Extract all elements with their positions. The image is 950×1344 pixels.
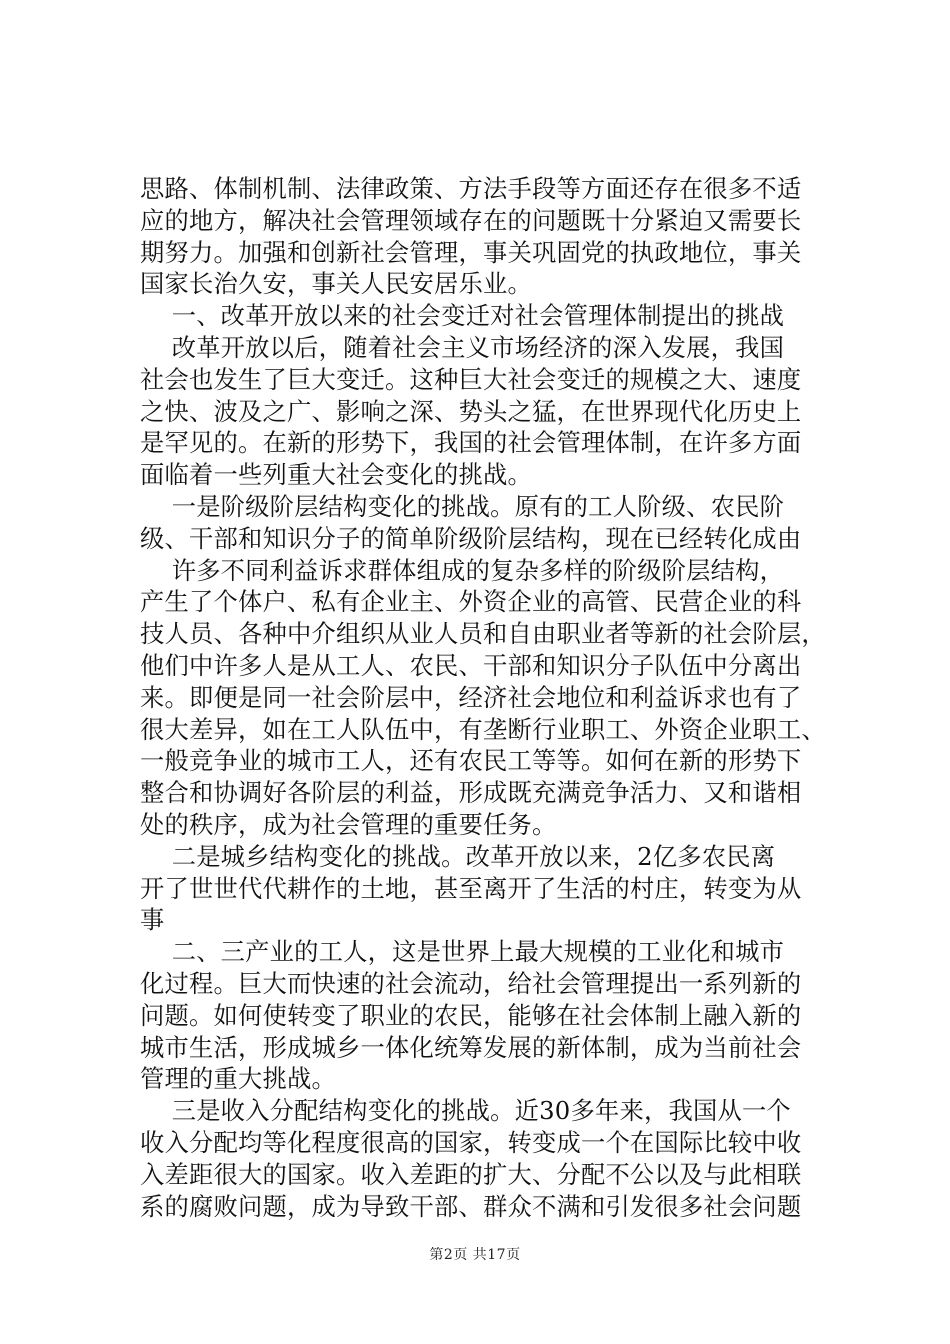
text-line: 一般竞争业的城市工人，还有农民工等等。如何在新的形势下 xyxy=(140,746,802,776)
text-line: 一是阶级阶层结构变化的挑战。原有的工人阶级、农民阶 xyxy=(140,491,785,521)
text-line: 开了世世代代耕作的土地，甚至离开了生活的村庄，转变为从 xyxy=(140,873,802,903)
text-line: 管理的重大挑战。 xyxy=(140,1064,336,1094)
text-line: 二、三产业的工人，这是世界上最大规模的工业化和城市 xyxy=(140,937,785,967)
text-line: 整合和协调好各阶层的利益，形成既充满竞争活力、又和谐相 xyxy=(140,778,802,808)
text-line: 改革开放以后，随着社会主义市场经济的深入发展，我国 xyxy=(140,332,785,362)
text-line: 来。即便是同一社会阶层中，经济社会地位和利益诉求也有了 xyxy=(140,682,802,712)
text-line: 入差距很大的国家。收入差距的扩大、分配不公以及与此相联 xyxy=(140,1159,802,1189)
text-line: 许多不同利益诉求群体组成的复杂多样的阶级阶层结构， xyxy=(140,555,785,585)
text-line: 思路、体制机制、法律政策、方法手段等方面还存在很多不适 xyxy=(140,174,802,203)
text-line: 化过程。巨大而快速的社会流动，给社会管理提出一系列新的 xyxy=(140,968,802,998)
text-line: 二是城乡结构变化的挑战。改革开放以来，2亿多农民离 xyxy=(140,841,776,871)
text-line: 事 xyxy=(140,905,165,935)
text-line: 系的腐败问题，成为导致干部、群众不满和引发很多社会问题 xyxy=(140,1191,802,1221)
page-footer: 第2页 共17页 xyxy=(429,1247,521,1263)
text-line: 三是收入分配结构变化的挑战。近30多年来，我国从一个 xyxy=(140,1096,791,1126)
text-line: 收入分配均等化程度很高的国家，转变成一个在国际比较中收 xyxy=(140,1127,802,1157)
text-line: 一、改革开放以来的社会变迁对社会管理体制提出的挑战 xyxy=(140,301,785,331)
text-line: 他们中许多人是从工人、农民、干部和知识分子队伍中分离出 xyxy=(140,650,802,680)
text-line: 之快、波及之广、影响之深、势头之猛，在世界现代化历史上 xyxy=(140,396,802,426)
text-line: 社会也发生了巨大变迁。这种巨大社会变迁的规模之大、速度 xyxy=(140,364,802,394)
text-line: 产生了个体户、私有企业主、外资企业的高管、民营企业的科 xyxy=(140,587,802,617)
text-line: 国家长治久安，事关人民安居乐业。 xyxy=(140,269,532,299)
body-text xyxy=(140,173,840,1222)
text-line: 技人员、各种中介组织从业人员和自由职业者等新的社会阶层， xyxy=(140,619,826,649)
text-line: 很大差异，如在工人队伍中，有垄断行业职工、外资企业职工、 xyxy=(140,714,826,744)
text-line: 面临着一些列重大社会变化的挑战。 xyxy=(140,460,532,490)
text-line: 城市生活，形成城乡一体化统筹发展的新体制，成为当前社会 xyxy=(140,1032,802,1062)
text-line: 处的秩序，成为社会管理的重要任务。 xyxy=(140,809,557,839)
text-line: 期努力。加强和创新社会管理，事关巩固党的执政地位，事关 xyxy=(140,237,802,267)
text-line: 应的地方，解决社会管理领域存在的问题既十分紧迫又需要长 xyxy=(140,205,802,235)
text-line: 问题。如何使转变了职业的农民，能够在社会体制上融入新的 xyxy=(140,1000,802,1030)
text-line: 级、干部和知识分子的简单阶级阶层结构，现在已经转化成由 xyxy=(140,523,802,553)
text-line: 是罕见的。在新的形势下，我国的社会管理体制，在许多方面 xyxy=(140,428,802,458)
